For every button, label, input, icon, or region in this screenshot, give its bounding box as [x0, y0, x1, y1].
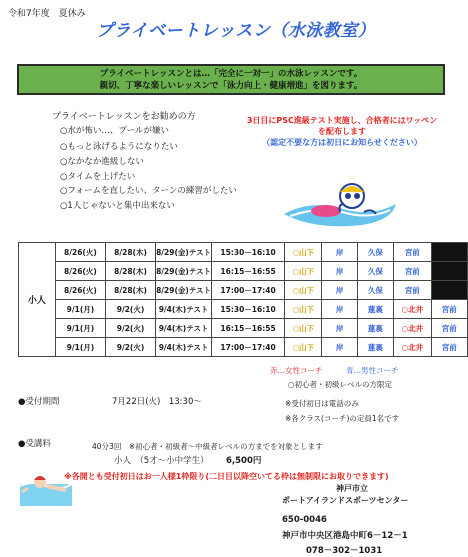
test-date-cell: 8/29(金)テスト: [156, 281, 212, 300]
warning-note: ※各開とも受付初日はお一人様1枠限り(二日目以降空いてる枠は無制限にお取りできます): [64, 472, 389, 481]
coach-cell: 岸: [322, 262, 357, 281]
legend-beginner: ○初心者・初級レベルの方限定: [288, 380, 393, 389]
intro-banner: [17, 64, 445, 95]
time-cell: 17:00－17:40: [212, 281, 285, 300]
notice-line-3: （認定不要な方は初日にお知らせください）: [262, 138, 422, 147]
test-date-cell: 8/29(金)テスト: [156, 262, 212, 281]
coach-cell: 宮前: [431, 338, 468, 357]
test-notice: [242, 115, 442, 148]
coach-cell: 岸: [322, 281, 357, 300]
coach-cell: 岸: [322, 300, 357, 319]
recommend-item: ○なかなか進級しない: [60, 157, 144, 167]
time-cell: 15:30－16:10: [212, 300, 285, 319]
reception-date: 7月22日(火) 13:30～: [112, 397, 202, 407]
test-date-cell: 9/4(木)テスト: [156, 319, 212, 338]
recommend-item: ○1人じゃないと集中出来ない: [60, 201, 175, 211]
coach-cell: ○北井: [394, 319, 431, 338]
recommend-item: ○水が怖い…、プールが嫌い: [60, 126, 169, 136]
time-cell: 16:15－16:55: [212, 262, 285, 281]
reception-note-1: ※受付初日は電話のみ: [285, 399, 359, 408]
blank-cell: [431, 281, 468, 300]
coach-cell: ○山下: [285, 262, 322, 281]
legend-male: 青…男性コーチ: [346, 366, 399, 375]
coach-cell: 宮前: [431, 300, 468, 319]
date-cell: 9/1(月): [55, 338, 105, 357]
fee-description: 40分3回 ※初心者・初級者～中級者レベルの方までを対象とします: [92, 442, 323, 451]
date-cell: 8/26(火): [55, 281, 105, 300]
legend-female: 赤…女性コーチ: [270, 366, 323, 375]
reception-note-2: ※各クラス(コーチ)の定員1名です: [285, 414, 400, 423]
intro-line-1: プライベートレッスンとは…「完全に一対一」の水泳レッスンです。: [99, 68, 363, 79]
coach-cell: 蓮裏: [357, 338, 393, 357]
coach-cell: ○山下: [285, 319, 322, 338]
date-cell: 9/1(月): [55, 300, 105, 319]
test-date-cell: 9/4(木)テスト: [156, 338, 212, 357]
recommend-title: プライベートレッスンをお勧めの方: [52, 112, 196, 122]
coach-cell: 蓮裏: [357, 319, 393, 338]
recommend-item: ○もっと泳げるようになりたい: [60, 142, 178, 152]
date-cell: 9/2(火): [105, 338, 155, 357]
coach-cell: 久保: [357, 262, 393, 281]
coach-cell: 宮前: [394, 281, 431, 300]
page-title: プライベートレッスン（水泳教室）: [96, 21, 376, 41]
phone-number: 078－302－1031: [306, 546, 383, 556]
coach-cell: ○山下: [285, 300, 322, 319]
org-name: ポートアイランドスポーツセンター: [282, 496, 409, 505]
schedule-table: [18, 242, 468, 357]
coach-cell: 岸: [322, 338, 357, 357]
coach-cell: 宮前: [431, 319, 468, 338]
coach-cell: ○北井: [394, 300, 431, 319]
date-cell: 8/28(木): [105, 243, 155, 262]
address: 神戸市中央区港島中町6－12－1: [282, 531, 408, 541]
fee-category: 小人 （5才～小中学生）: [114, 456, 209, 466]
blank-cell: [431, 243, 468, 262]
test-date-cell: 8/29(金)テスト: [156, 243, 212, 262]
coach-cell: ○山下: [285, 243, 322, 262]
notice-line-2: を配布します: [318, 127, 366, 136]
date-cell: 8/26(火): [55, 243, 105, 262]
postal-code: 650-0046: [282, 515, 327, 525]
coach-cell: 岸: [322, 243, 357, 262]
time-cell: 15:30－16:10: [212, 243, 285, 262]
date-cell: 9/1(月): [55, 319, 105, 338]
test-date-cell: 9/4(木)テスト: [156, 300, 212, 319]
date-cell: 8/28(木): [105, 281, 155, 300]
coach-cell: ○山下: [285, 338, 322, 357]
coach-cell: 久保: [357, 243, 393, 262]
intro-line-2: 親切、丁寧な楽しいレッスンで「泳力向上・健康増進」を図ります。: [99, 80, 363, 91]
fee-label: ●受講料: [18, 439, 51, 449]
notice-line-1: 3日目にPSC進級テスト実施し、合格者にはワッペン: [246, 116, 438, 125]
coach-cell: 宮前: [394, 243, 431, 262]
coach-cell: ○北井: [394, 338, 431, 357]
coach-cell: 久保: [357, 281, 393, 300]
coach-cell: ○山下: [285, 281, 322, 300]
swimmer-illustration: [280, 174, 400, 229]
coach-cell: 宮前: [394, 262, 431, 281]
date-cell: 9/2(火): [105, 319, 155, 338]
coach-cell: 岸: [322, 319, 357, 338]
blank-cell: [431, 262, 468, 281]
date-cell: 9/2(火): [105, 300, 155, 319]
time-cell: 17:00－17:40: [212, 338, 285, 357]
coach-cell: 蓮裏: [357, 300, 393, 319]
date-cell: 8/28(木): [105, 262, 155, 281]
time-cell: 16:15－16:55: [212, 319, 285, 338]
season-label: 令和7年度 夏休み: [8, 9, 86, 19]
reception-label: ●受付期間: [18, 397, 60, 407]
recommend-item: ○フォームを直したい、ターンの練習がしたい: [60, 186, 237, 196]
org-city: 神戸市立: [336, 484, 368, 493]
level-cell: 小人: [19, 243, 56, 357]
date-cell: 8/26(火): [55, 262, 105, 281]
recommend-item: ○タイムを上げたい: [60, 172, 136, 182]
fee-price: 6,500円: [226, 456, 262, 466]
